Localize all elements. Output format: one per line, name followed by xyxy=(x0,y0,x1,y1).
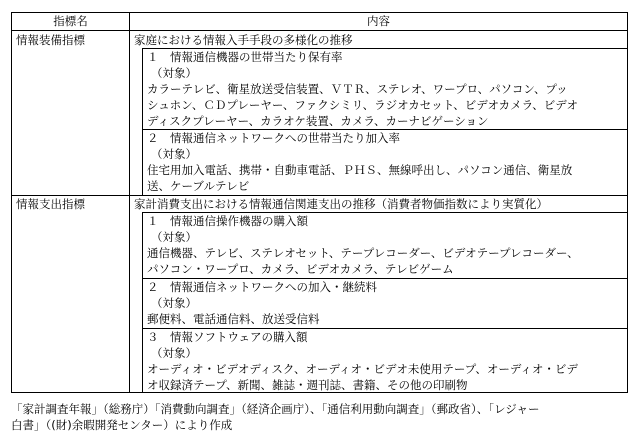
item-box-network-fees xyxy=(142,278,627,328)
item-heading: １ 情報通信操作機器の購入額 xyxy=(147,214,308,228)
item-target-line: カラーテレビ、衛星放送受信装置、ＶＴＲ、ステレオ、ワープロ、パソコン、プッ xyxy=(147,82,568,96)
table-header-row xyxy=(12,13,627,31)
item-target-label: （対象） xyxy=(151,346,197,360)
item-target-line: パソコン・ワープロ、カメラ、ビデオカメラ、テレビゲーム xyxy=(147,262,454,276)
section-title-info-equipment: 家庭における情報入手手段の多様化の推移 xyxy=(134,33,353,47)
source-note-line: 白書」（(財)余暇開発センター）により作成 xyxy=(11,418,233,432)
item-target-line: 送、ケーブルテレビ xyxy=(147,179,250,193)
item-target-label: （対象） xyxy=(151,66,197,80)
item-box-network-subscription-rate xyxy=(142,129,627,195)
section-title-info-expenditure: 家計消費支出における情報通信関連支出の推移（消費者物価指数により実質化） xyxy=(134,197,548,211)
item-target-line: オーディオ・ビデオディスク、オーディオ・ビデオ未使用テープ、オーディオ・ビデ xyxy=(147,362,578,376)
column-divider xyxy=(129,31,130,392)
item-target-line: オ収録済テープ、新聞、雑誌・週刊誌、書籍、その他の印刷物 xyxy=(147,378,468,392)
item-target-label: （対象） xyxy=(151,147,197,161)
item-heading: ２ 情報通信ネットワークへの加入・継続料 xyxy=(147,280,377,294)
category-info-equipment: 情報装備指標 xyxy=(16,33,85,47)
indicator-table xyxy=(11,12,628,393)
item-target-line: 郵便料、電話通信料、放送受信料 xyxy=(147,312,320,326)
header-indicator-name: 指標名 xyxy=(12,13,130,30)
item-heading: １ 情報通信機器の世帯当たり保有率 xyxy=(147,50,343,64)
item-target-line: シュホン、ＣＤプレーヤー、ファクシミリ、ラジオカセット、ビデオカメラ、ビデオ xyxy=(147,98,579,112)
item-target-label: （対象） xyxy=(151,296,197,310)
item-heading: ２ 情報通信ネットワークへの世帯当たり加入率 xyxy=(147,131,400,145)
item-heading: ３ 情報ソフトウェアの購入額 xyxy=(147,330,308,344)
category-info-expenditure: 情報支出指標 xyxy=(16,197,85,211)
item-target-line: ディスクプレーヤー、カラオケ装置、カメラ、カーナビゲーション xyxy=(147,114,489,128)
header-content: 内容 xyxy=(367,14,390,28)
item-box-device-purchase xyxy=(142,212,627,278)
item-target-line: 住宅用加入電話、携帯・自動車電話、ＰＨＳ、無線呼出し、パソコン通信、衛星放 xyxy=(147,163,573,177)
item-target-label: （対象） xyxy=(151,230,197,244)
item-box-software-purchase xyxy=(142,328,627,393)
item-box-ownership-rate xyxy=(142,48,627,129)
item-target-line: 通信機器、テレビ、ステレオセット、テープレコーダー、ビデオテープレコーダー、 xyxy=(147,246,579,260)
source-note-line: 「家計調査年報」（総務庁）「消費動向調査」（経済企画庁）、「通信利用動向調査」（郵政省）、「レジャー xyxy=(11,402,540,416)
